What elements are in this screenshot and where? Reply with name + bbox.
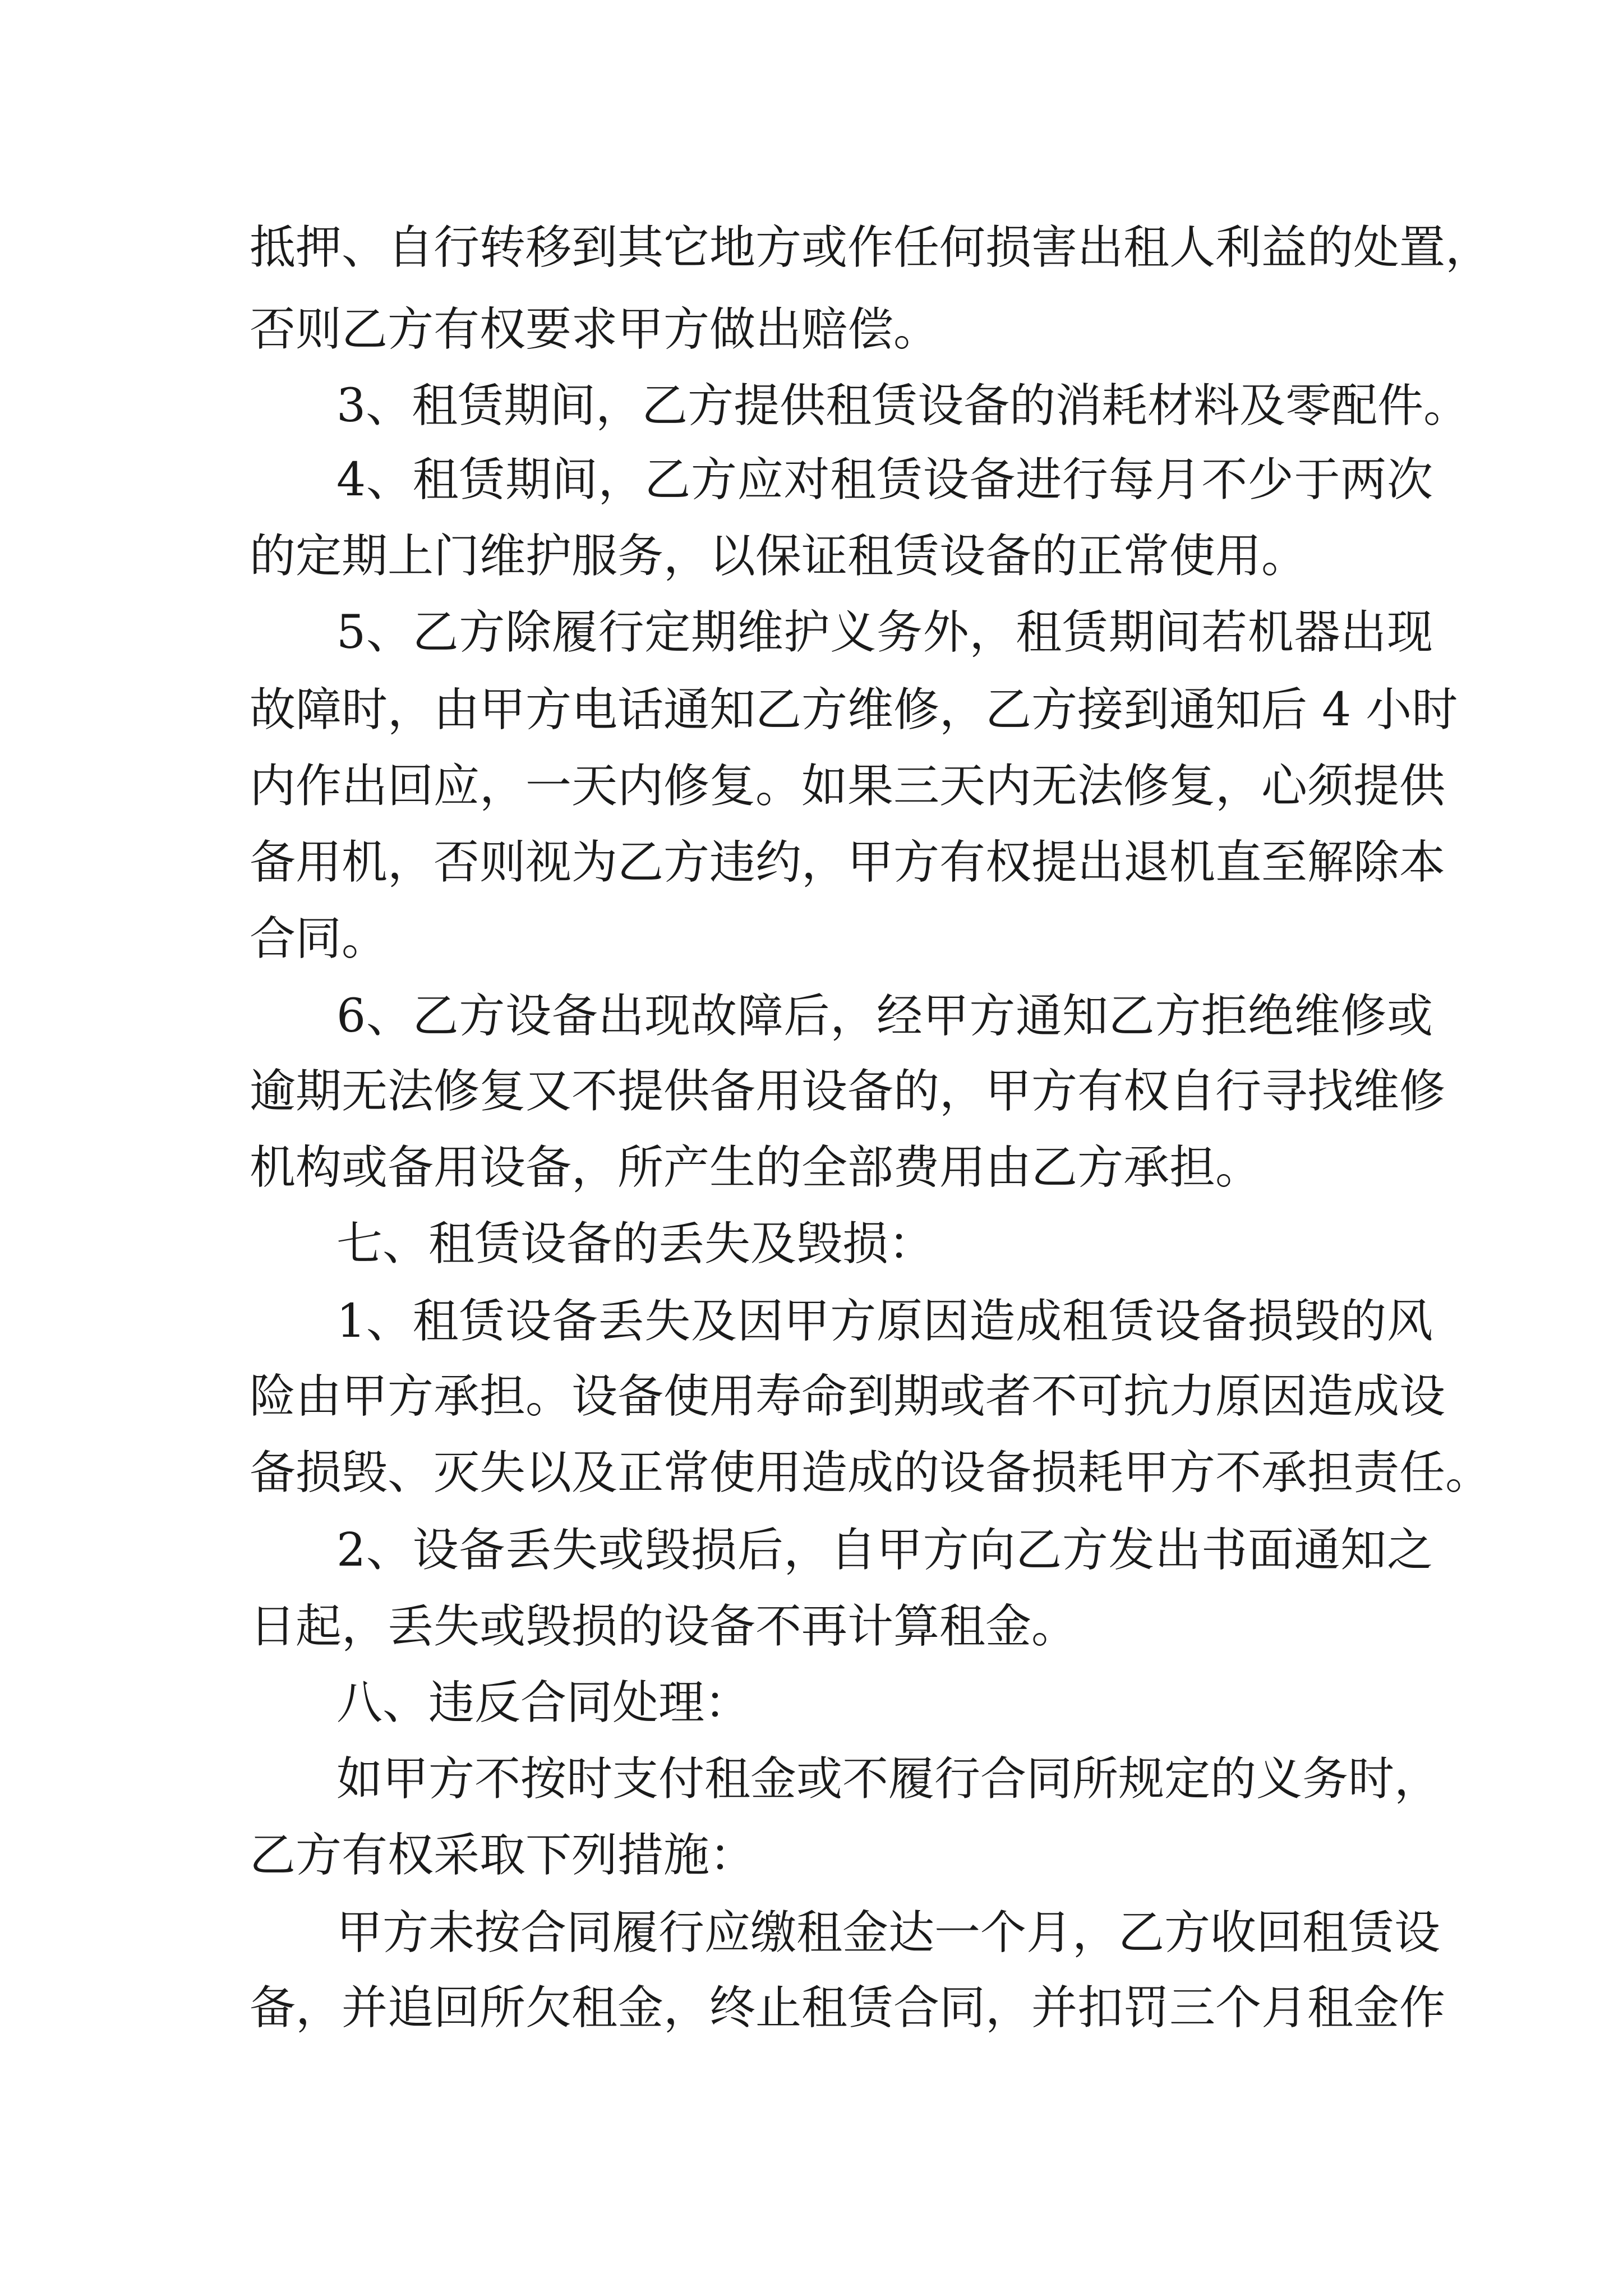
- text-line: 七、租赁设备的丢失及毁损：: [336, 1217, 935, 1271]
- text-line: 机构或备用设备，所产生的全部费用由乙方承担。: [250, 1141, 1262, 1194]
- text-line: 4、租赁期间，乙方应对租赁设备进行每月不少于两次: [336, 453, 1433, 507]
- text-line: 逾期无法修复又不提供备用设备的，甲方有权自行寻找维修: [250, 1065, 1446, 1118]
- text-line: 备，并追回所欠租金，终止租赁合同，并扣罚三个月租金作: [250, 1981, 1446, 2035]
- text-line: 2、设备丢失或毁损后，自甲方向乙方发出书面通知之: [336, 1524, 1433, 1577]
- text-line: 合同。: [250, 912, 388, 965]
- text-line: 如甲方不按时支付租金或不履行合同所规定的义务时，: [336, 1752, 1441, 1806]
- text-line: 否则乙方有权要求甲方做出赔偿。: [250, 303, 940, 356]
- text-line: 的定期上门维护服务，以保证租赁设备的正常使用。: [250, 530, 1308, 583]
- text-line: 备用机，否则视为乙方违约，甲方有权提出退机直至解除本: [250, 836, 1446, 889]
- text-line: 3、租赁期间，乙方提供租赁设备的消耗材料及零配件。: [336, 379, 1470, 432]
- text-line: 5、乙方除履行定期维护义务外，租赁期间若机器出现: [336, 606, 1433, 659]
- text-line: 乙方有权采取下列措施：: [250, 1829, 756, 1882]
- text-line: 险由甲方承担。设备使用寿命到期或者不可抗力原因造成设: [250, 1370, 1446, 1423]
- text-line: 日起，丢失或毁损的设备不再计算租金。: [250, 1600, 1078, 1653]
- text-line: 甲方未按合同履行应缴租金达一个月，乙方收回租赁设: [336, 1906, 1441, 1959]
- text-line: 故障时，由甲方电话通知乙方维修，乙方接到通知后 4 小时: [250, 683, 1458, 737]
- text-line: 内作出回应，一天内修复。如果三天内无法修复，心须提供: [250, 760, 1446, 813]
- text-line: 八、违反合同处理：: [336, 1676, 751, 1729]
- text-line: 抵押、自行转移到其它地方或作任何损害出租人利益的处置，: [250, 221, 1492, 274]
- text-line: 6、乙方设备出现故障后，经甲方通知乙方拒绝维修或: [336, 990, 1433, 1043]
- text-line: 备损毁、灭失以及正常使用造成的设备损耗甲方不承担责任。: [250, 1446, 1492, 1499]
- text-line: 1、租赁设备丢失及因甲方原因造成租赁设备损毁的风: [336, 1295, 1433, 1348]
